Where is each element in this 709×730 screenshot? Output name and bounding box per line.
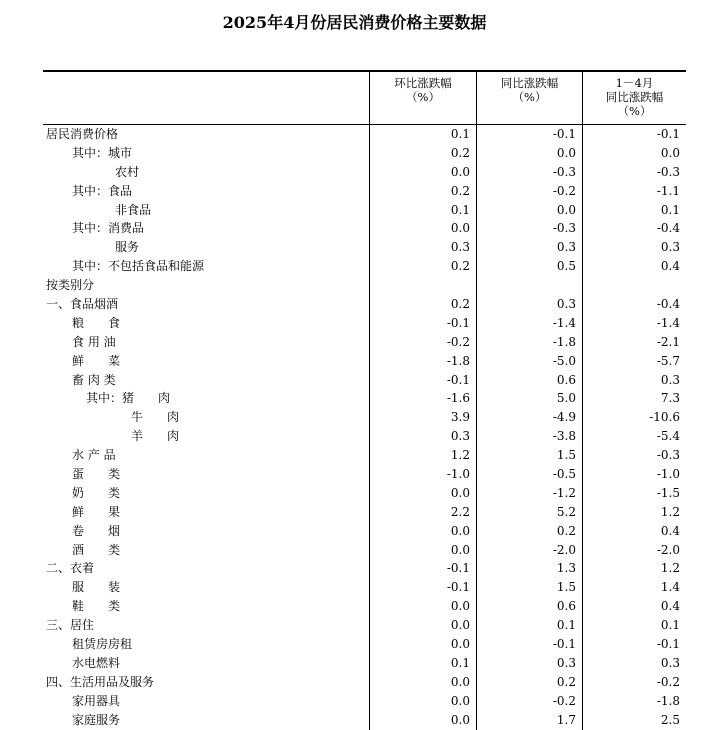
table-row <box>43 446 686 465</box>
value-mom: 0.0 <box>369 635 476 654</box>
header-ytd-line2: 同比涨跌幅 <box>605 90 664 104</box>
table-row <box>43 522 686 541</box>
value-mom: 0.1 <box>369 201 476 220</box>
value-mom: -1.6 <box>369 389 476 408</box>
header-yoy-line2: （%） <box>512 90 547 104</box>
table-row <box>43 144 686 163</box>
value-yoy: -1.8 <box>476 333 582 352</box>
value-mom: 0.2 <box>369 144 476 163</box>
value-mom: -0.1 <box>369 314 476 333</box>
value-ytd: -0.2 <box>582 673 686 692</box>
row-label: 鞋 类 <box>72 599 121 614</box>
row-label: 水电燃料 <box>72 655 121 670</box>
table-row <box>43 711 686 730</box>
row-label: 鲜 果 <box>72 504 121 519</box>
table-row <box>43 559 686 578</box>
table-row <box>43 408 686 427</box>
table-row <box>43 597 686 616</box>
value-mom: 0.0 <box>369 522 476 541</box>
value-mom: 0.0 <box>369 711 476 730</box>
row-label: 居民消费价格 <box>46 127 119 141</box>
value-ytd: -0.3 <box>582 163 686 182</box>
value-yoy: -0.2 <box>476 692 582 711</box>
table-row <box>43 314 686 333</box>
value-yoy: -2.0 <box>476 541 582 560</box>
value-ytd: 0.4 <box>582 522 686 541</box>
value-yoy: 1.5 <box>476 446 582 465</box>
value-mom: 0.0 <box>369 597 476 616</box>
value-ytd: 0.1 <box>582 201 686 220</box>
value-mom: 0.2 <box>369 182 476 201</box>
row-label: 牛 肉 <box>131 410 180 425</box>
value-mom: 0.1 <box>369 654 476 673</box>
row-label: 其中：猪 肉 <box>86 391 171 406</box>
cpi-table <box>43 70 686 730</box>
value-mom: -1.8 <box>369 352 476 371</box>
row-label: 非食品 <box>115 202 152 217</box>
value-yoy: -5.0 <box>476 352 582 371</box>
row-label: 其中：城市 <box>72 145 133 160</box>
table-row <box>43 673 686 692</box>
table-row <box>43 276 686 295</box>
row-label: 蛋 类 <box>72 467 121 482</box>
value-ytd <box>582 276 686 295</box>
row-label: 服务 <box>115 240 140 255</box>
value-ytd: 0.4 <box>582 597 686 616</box>
row-label: 其中：不包括食品和能源 <box>72 259 205 274</box>
row-label: 卷 烟 <box>72 523 121 538</box>
value-yoy: 0.0 <box>476 201 582 220</box>
header-ytd-line1: 1－4月 <box>615 76 654 90</box>
header-yoy <box>476 72 582 124</box>
value-ytd: -1.0 <box>582 465 686 484</box>
row-label: 酒 类 <box>72 542 121 557</box>
value-yoy: 5.0 <box>476 389 582 408</box>
value-yoy: 0.1 <box>476 616 582 635</box>
value-ytd: -0.3 <box>582 446 686 465</box>
value-ytd: -1.4 <box>582 314 686 333</box>
value-yoy: 0.3 <box>476 238 582 257</box>
value-mom: 0.0 <box>369 484 476 503</box>
table-row <box>43 541 686 560</box>
header-yoy-line1: 同比涨跌幅 <box>500 76 559 90</box>
table-row <box>43 578 686 597</box>
value-yoy: 5.2 <box>476 503 582 522</box>
header-ytd <box>582 72 686 124</box>
value-ytd: -10.6 <box>582 408 686 427</box>
value-yoy: 0.5 <box>476 257 582 276</box>
header-ytd-line3: （%） <box>617 104 652 118</box>
value-yoy: 0.2 <box>476 673 582 692</box>
table-row <box>43 484 686 503</box>
header-category <box>43 72 369 124</box>
value-mom: -1.0 <box>369 465 476 484</box>
table-row <box>43 616 686 635</box>
value-ytd: 0.0 <box>582 144 686 163</box>
value-mom: 1.2 <box>369 446 476 465</box>
value-mom: 0.1 <box>369 125 476 144</box>
value-yoy: -0.5 <box>476 465 582 484</box>
value-yoy: -0.3 <box>476 219 582 238</box>
value-yoy: -0.2 <box>476 182 582 201</box>
value-yoy: -3.8 <box>476 427 582 446</box>
table-row <box>43 182 686 201</box>
value-mom: 0.0 <box>369 219 476 238</box>
header-mom-line2: （%） <box>406 90 440 104</box>
value-yoy: -0.3 <box>476 163 582 182</box>
value-mom: 0.0 <box>369 616 476 635</box>
value-mom: -0.1 <box>369 371 476 390</box>
row-label: 鲜 菜 <box>72 353 121 368</box>
value-ytd: 1.4 <box>582 578 686 597</box>
value-mom: 0.0 <box>369 673 476 692</box>
value-yoy: -0.1 <box>476 635 582 654</box>
value-mom: 0.3 <box>369 238 476 257</box>
value-mom: -0.2 <box>369 333 476 352</box>
row-label: 其中：食品 <box>72 183 133 198</box>
row-label: 水 产 品 <box>72 448 116 463</box>
value-ytd: -5.4 <box>582 427 686 446</box>
value-mom: 0.0 <box>369 163 476 182</box>
table-body <box>43 125 686 730</box>
value-yoy: 0.6 <box>476 371 582 390</box>
row-label: 畜 肉 类 <box>72 372 116 387</box>
value-mom: 2.2 <box>369 503 476 522</box>
value-mom: 3.9 <box>369 408 476 427</box>
row-label: 其中：消费品 <box>72 221 145 236</box>
row-label: 一、食品烟酒 <box>46 297 119 312</box>
value-yoy: 1.5 <box>476 578 582 597</box>
value-ytd: -1.5 <box>582 484 686 503</box>
table-row <box>43 201 686 220</box>
value-ytd: 7.3 <box>582 389 686 408</box>
table-row <box>43 333 686 352</box>
row-label: 食 用 油 <box>72 334 116 349</box>
row-label: 农村 <box>115 164 140 179</box>
row-label: 家用器具 <box>72 693 121 708</box>
row-label: 租赁房房租 <box>72 637 133 652</box>
table-row <box>43 295 686 314</box>
value-ytd: 1.2 <box>582 559 686 578</box>
table-row <box>43 352 686 371</box>
value-ytd: -0.1 <box>582 125 686 144</box>
value-ytd: -5.7 <box>582 352 686 371</box>
table-row <box>43 465 686 484</box>
value-ytd: 0.3 <box>582 654 686 673</box>
value-ytd: 0.3 <box>582 371 686 390</box>
table-row <box>43 635 686 654</box>
value-yoy: 0.3 <box>476 295 582 314</box>
page-title: 2025年4月份居民消费价格主要数据 <box>222 13 487 32</box>
header-mom <box>369 72 476 124</box>
table-row <box>43 427 686 446</box>
value-ytd: -1.8 <box>582 692 686 711</box>
value-yoy: 1.7 <box>476 711 582 730</box>
value-yoy: 0.0 <box>476 144 582 163</box>
value-yoy: 0.2 <box>476 522 582 541</box>
header-mom-line1: 环比涨跌幅 <box>394 76 452 90</box>
row-label: 粮 食 <box>72 315 121 330</box>
table-header <box>43 70 686 125</box>
value-yoy: -4.9 <box>476 408 582 427</box>
value-mom: -0.1 <box>369 559 476 578</box>
value-ytd: -2.0 <box>582 541 686 560</box>
row-label: 四、生活用品及服务 <box>46 674 155 689</box>
table-row <box>43 654 686 673</box>
value-mom: 0.2 <box>369 257 476 276</box>
value-ytd: -1.1 <box>582 182 686 201</box>
table-row <box>43 503 686 522</box>
value-yoy: 0.6 <box>476 597 582 616</box>
row-label: 家庭服务 <box>72 712 121 727</box>
value-ytd: -0.4 <box>582 219 686 238</box>
value-mom: -0.1 <box>369 578 476 597</box>
value-ytd: -0.4 <box>582 295 686 314</box>
value-mom: 0.0 <box>369 692 476 711</box>
table-row <box>43 125 686 144</box>
table-row <box>43 389 686 408</box>
value-mom: 0.3 <box>369 427 476 446</box>
value-ytd: 0.3 <box>582 238 686 257</box>
row-label: 三、居住 <box>46 618 95 633</box>
value-yoy: 1.3 <box>476 559 582 578</box>
value-ytd: 1.2 <box>582 503 686 522</box>
value-mom: 0.0 <box>369 541 476 560</box>
value-ytd: 2.5 <box>582 711 686 730</box>
value-yoy: 0.3 <box>476 654 582 673</box>
value-yoy <box>476 276 582 295</box>
row-label: 服 装 <box>72 580 121 595</box>
table-row <box>43 219 686 238</box>
table-row <box>43 692 686 711</box>
value-yoy: -1.2 <box>476 484 582 503</box>
value-yoy: -0.1 <box>476 125 582 144</box>
row-label: 二、衣着 <box>46 561 95 576</box>
table-row <box>43 163 686 182</box>
value-ytd: 0.1 <box>582 616 686 635</box>
value-ytd: 0.4 <box>582 257 686 276</box>
value-mom <box>369 276 476 295</box>
table-row <box>43 257 686 276</box>
table-row <box>43 238 686 257</box>
row-label: 羊 肉 <box>131 429 180 444</box>
value-ytd: -0.1 <box>582 635 686 654</box>
value-yoy: -1.4 <box>476 314 582 333</box>
value-mom: 0.2 <box>369 295 476 314</box>
value-ytd: -2.1 <box>582 333 686 352</box>
row-label: 按类别分 <box>46 278 95 293</box>
table-row <box>43 371 686 390</box>
row-label: 奶 类 <box>72 485 121 500</box>
